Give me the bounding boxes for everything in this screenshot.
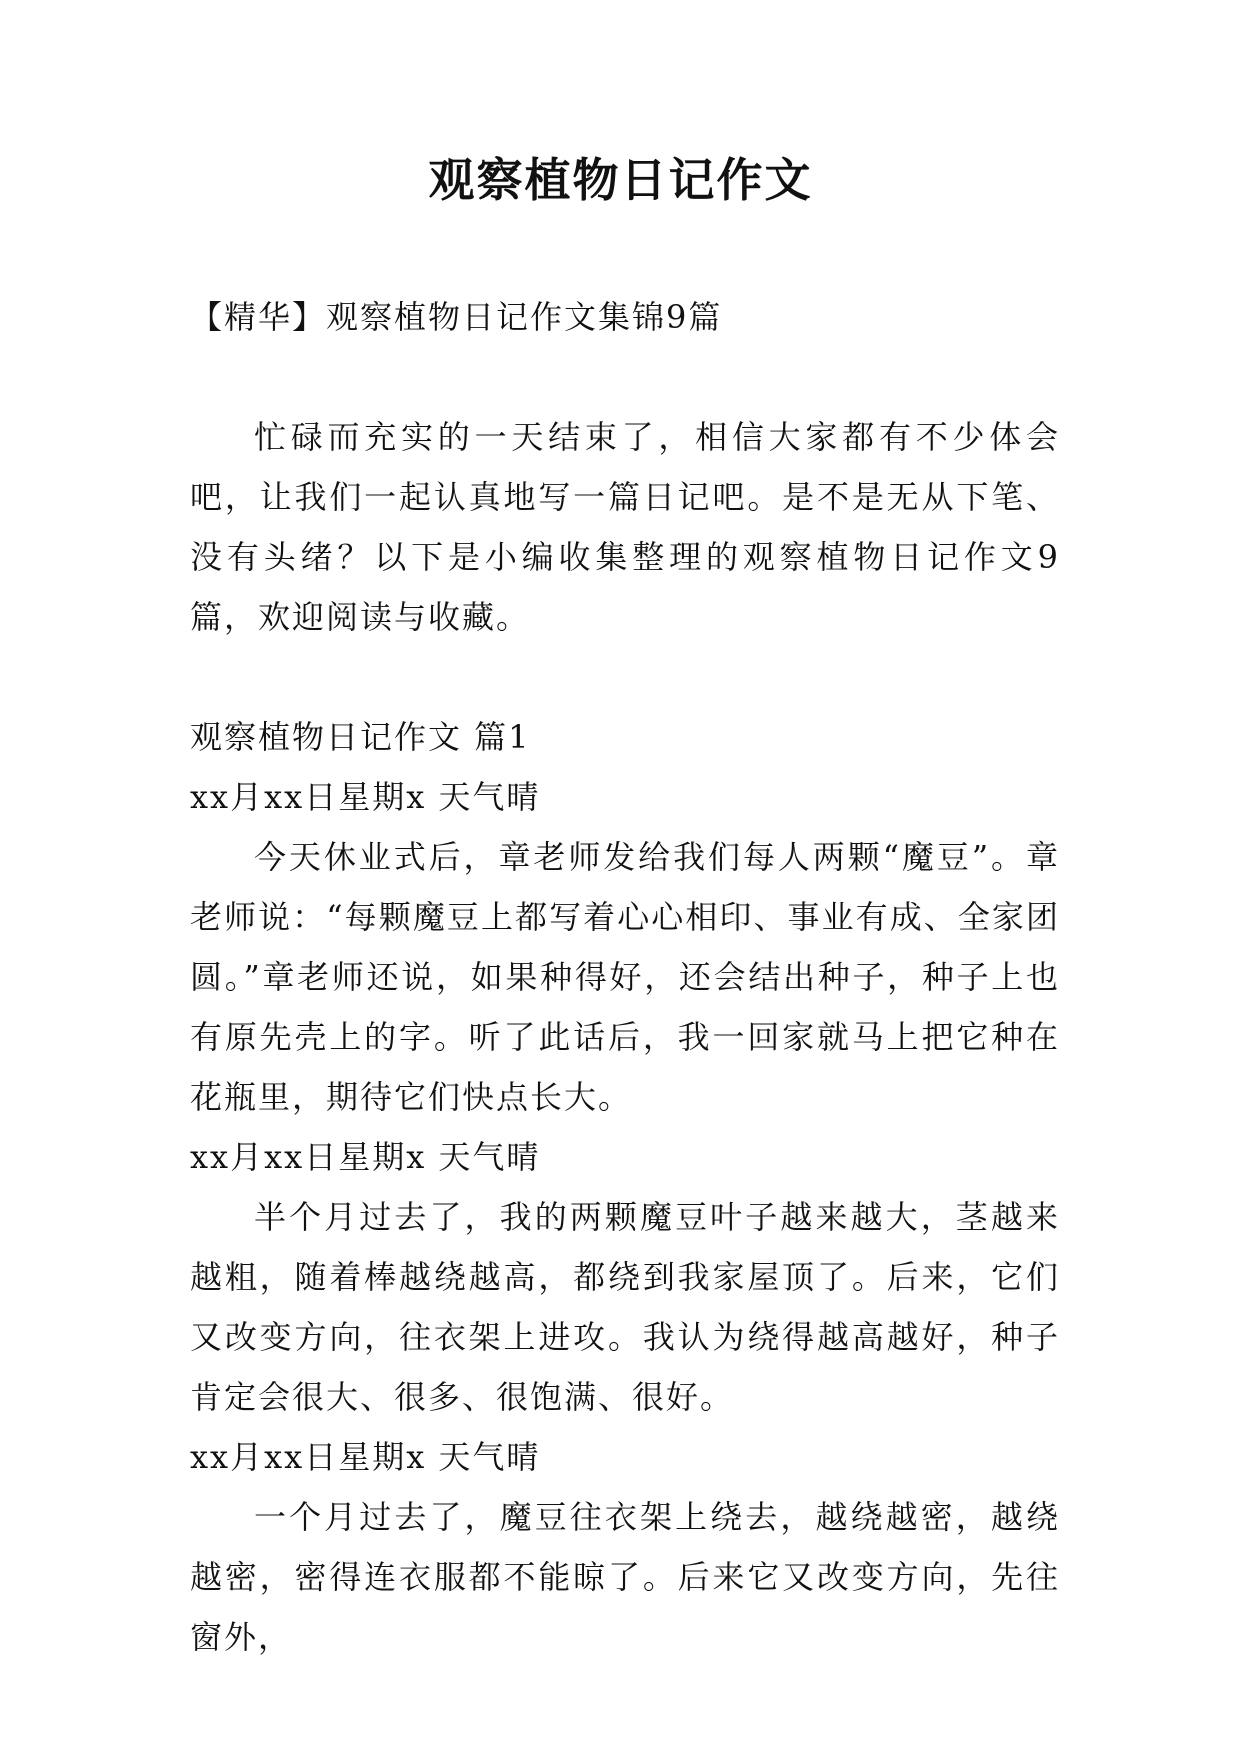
document-title: 观察植物日记作文 [428, 153, 813, 207]
section-heading: 观察植物日记作文 篇1 [190, 718, 531, 756]
entry-paragraph: 半个月过去了，我的两颗魔豆叶子越来越大，茎越来越粗，随着棒越绕越高，都绕到我家屋顶了。后来，它们又改变方向，往衣架上进攻。我认为绕得越高越好，种子肯定会很大、很多、很饱满、很好。 [190, 1198, 1060, 1416]
entry-date: xx月xx日星期x 天气晴 [190, 778, 541, 816]
entry-paragraph: 今天休业式后，章老师发给我们每人两颗“魔豆”。章老师说：“每颗魔豆上都写着心心相印、事业有成、全家团圆。”章老师还说，如果种得好，还会结出种子，种子上也有原先壳上的字。听了此话后，我一回家就马上把它种在花瓶里，期待它们快点长大。 [190, 838, 1060, 1116]
document-subtitle: 【精华】观察植物日记作文集锦9篇 [190, 298, 723, 336]
document-body [190, 287, 1060, 1667]
spacer [190, 647, 1060, 707]
intro-paragraph: 忙碌而充实的一天结束了，相信大家都有不少体会吧，让我们一起认真地写一篇日记吧。是不是无从下笔、没有头绪？以下是小编收集整理的观察植物日记作文9篇，欢迎阅读与收藏。 [190, 418, 1060, 636]
entry-date: xx月xx日星期x 天气晴 [190, 1138, 541, 1176]
entry-date: xx月xx日星期x 天气晴 [190, 1438, 541, 1476]
spacer [190, 347, 1060, 407]
entry-paragraph: 一个月过去了，魔豆往衣架上绕去，越绕越密，越绕越密，密得连衣服都不能晾了。后来它又改变方向，先往窗外， [190, 1498, 1060, 1656]
